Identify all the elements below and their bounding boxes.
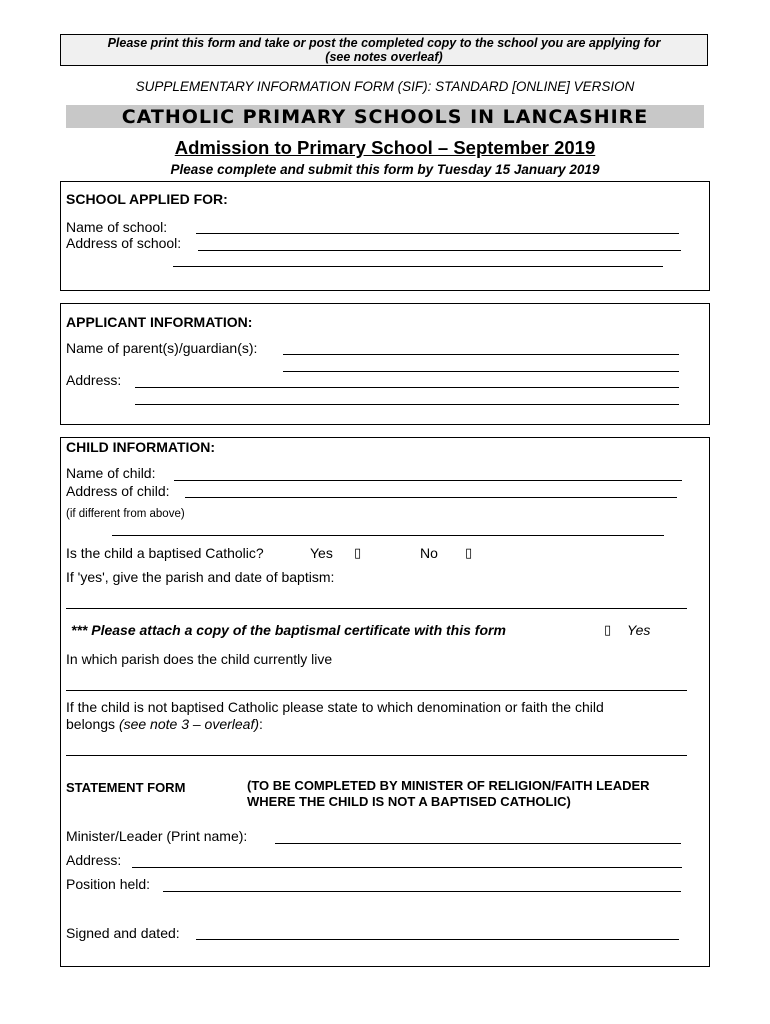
- certificate-note: *** Please attach a copy of the baptismal certificate with this form: [71, 622, 506, 638]
- child-heading: CHILD INFORMATION:: [66, 439, 216, 455]
- current-parish-field[interactable]: [66, 690, 687, 691]
- page-subtitle: Please complete and submit this form by Tuesday 15 January 2019: [170, 162, 600, 177]
- child-address-label: Address of child:: [66, 483, 170, 499]
- certificate-checkbox[interactable]: ▯: [604, 622, 612, 637]
- child-name-field[interactable]: [174, 480, 682, 481]
- print-notice-line2: (see notes overleaf): [325, 50, 443, 64]
- parent-name-field-2[interactable]: [283, 371, 679, 372]
- applicant-address-field[interactable]: [135, 387, 679, 388]
- print-notice-line1: Please print this form and take or post the completed copy to the school you are applying for: [107, 36, 661, 50]
- school-name-label: Name of school:: [66, 219, 168, 235]
- print-notice: [60, 34, 708, 66]
- school-address-label: Address of school:: [66, 235, 182, 251]
- statement-instruction-line1: (TO BE COMPLETED BY MINISTER OF RELIGION/FAITH LEADER: [247, 778, 650, 793]
- minister-name-field[interactable]: [275, 843, 681, 844]
- minister-name-label: Minister/Leader (Print name):: [66, 828, 248, 844]
- position-held-label: Position held:: [66, 876, 151, 892]
- school-name-field[interactable]: [196, 233, 679, 234]
- baptised-question: Is the child a baptised Catholic?: [66, 545, 264, 561]
- applicant-address-field-2[interactable]: [135, 404, 679, 405]
- baptised-no-checkbox[interactable]: ▯: [465, 545, 473, 560]
- parent-name-label: Name of parent(s)/guardian(s):: [66, 340, 258, 356]
- minister-address-label: Address:: [66, 852, 122, 868]
- form-type: SUPPLEMENTARY INFORMATION FORM (SIF): STANDARD [ONLINE] VERSION: [135, 79, 635, 94]
- statement-instruction: [247, 778, 650, 810]
- child-address-field[interactable]: [185, 497, 677, 498]
- parent-name-field[interactable]: [283, 354, 679, 355]
- position-held-field[interactable]: [163, 891, 681, 892]
- baptised-yes-checkbox[interactable]: ▯: [354, 545, 362, 560]
- not-baptised-belongs: belongs: [66, 716, 116, 732]
- current-parish-prompt: In which parish does the child currently live: [66, 651, 333, 667]
- denomination-field[interactable]: [66, 755, 687, 756]
- signed-dated-field[interactable]: [196, 939, 679, 940]
- banner-title: CATHOLIC PRIMARY SCHOOLS IN LANCASHIRE: [66, 105, 704, 128]
- school-heading: SCHOOL APPLIED FOR:: [66, 191, 228, 207]
- page-title: Admission to Primary School – September 2019: [174, 137, 596, 158]
- baptised-yes-label: Yes: [310, 545, 333, 561]
- not-baptised-text: If the child is not baptised Catholic please state to which denomination or faith the child: [66, 699, 604, 715]
- baptised-no-label: No: [420, 545, 438, 561]
- statement-heading: STATEMENT FORM: [66, 780, 186, 795]
- not-baptised-note: (see note 3 – overleaf): [118, 716, 260, 732]
- child-name-label: Name of child:: [66, 465, 156, 481]
- not-baptised-colon: :: [259, 716, 263, 732]
- statement-instruction-line2: WHERE THE CHILD IS NOT A BAPTISED CATHOLIC): [247, 794, 571, 809]
- minister-address-field[interactable]: [132, 867, 682, 868]
- school-address-field-2[interactable]: [173, 266, 663, 267]
- applicant-address-label: Address:: [66, 372, 122, 388]
- school-address-field[interactable]: [198, 250, 681, 251]
- signed-dated-label: Signed and dated:: [66, 925, 180, 941]
- applicant-heading: APPLICANT INFORMATION:: [66, 314, 253, 330]
- child-address-note: (if different from above): [66, 508, 185, 520]
- parish-baptism-prompt: If 'yes', give the parish and date of baptism:: [66, 569, 335, 585]
- certificate-yes-label: Yes: [627, 622, 651, 638]
- not-baptised-text-line2: [66, 716, 263, 732]
- parish-baptism-field[interactable]: [66, 608, 687, 609]
- child-address-field-2[interactable]: [112, 535, 664, 536]
